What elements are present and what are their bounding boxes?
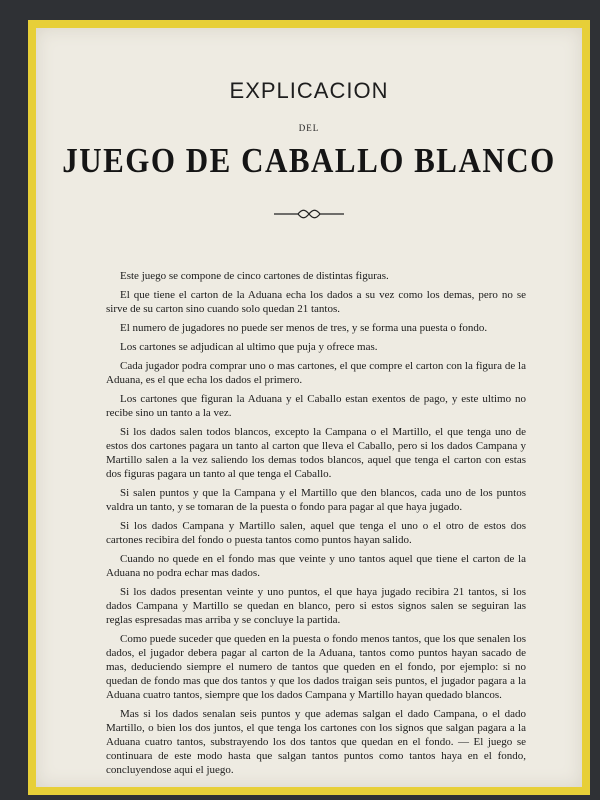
paragraph: Mas si los dados senalan seis puntos y que ademas salgan el dado Campana, o el dado Martillo, o bien los dos juntos, el que tenga los cartones con los signos que salgan pagara a la Aduana cuatro tantos, substrayendo los dos tantos que quedan en el fondo. — El juego se continuara de este modo hasta que salgan tantos puntos como tantos haya en el fondo, concluyendose aqui el juego. (106, 708, 526, 776)
paragraph: Los cartones se adjudican al ultimo que puja y ofrece mas. (120, 341, 378, 353)
ornament-divider-icon (272, 208, 346, 220)
paper-sheet (36, 28, 582, 787)
rules-card (28, 20, 590, 795)
paragraph: Cuando no quede en el fondo mas que veinte y uno tantos aquel que tiene el carton de la Aduana no podra echar mas dados. (106, 553, 526, 579)
title-explicacion: EXPLICACION (229, 78, 389, 103)
paragraph: Cada jugador podra comprar uno o mas cartones, el que compre el carton con la figura de la Aduana, es el que echa los dados el primero. (106, 360, 526, 386)
paragraph: Los cartones que figuran la Aduana y el Caballo estan exentos de pago, y este ultimo no recibe sino un tanto a la vez. (106, 393, 526, 419)
paragraph: Como puede suceder que queden en la puesta o fondo menos tantos, que los que senalen los dados, el jugador debera pagar al carton de la Aduana, tantos como puntos hayan sacado de mas, deduciendo siempre el numero de tantos que queden en el fondo, por ejemplo: si no quedan de fondo mas que dos tantos y que los dados traigan seis puntos, el jugador pagara a la Aduana cuatro tantos, siempre que los dados Campana y Martillo hayan quedado blancos. (106, 633, 526, 701)
paragraph: Si los dados salen todos blancos, excepto la Campana o el Martillo, el que tenga uno de estos dos cartones pagara un tanto al carton que lleva el Caballo, pero si los dados Campana y Martillo salen a la vez saliendo los demas todos blancos, aquel que tenga el carton con estas dos figuras pagara un tanto al que tenga el Caballo. (106, 426, 526, 480)
rules-text (106, 269, 526, 782)
paragraph: Este juego se compone de cinco cartones de distintas figuras. (120, 270, 389, 282)
paragraph: Si los dados Campana y Martillo salen, aquel que tenga el uno o el otro de estos dos cartones recibira del fondo o puesta tantos como puntos hayan salido. (106, 520, 526, 546)
title-juego: JUEGO DE CABALLO BLANCO (62, 140, 556, 181)
paragraph: Si los dados presentan veinte y uno puntos, el que haya jugado recibira 21 tantos, si los dados Campana y Martillo se quedan en blanco, pero si estos signos salen se seguiran las reglas espresadas mas arriba y se concluye la partida. (106, 586, 526, 626)
paragraph: Si salen puntos y que la Campana y el Martillo que den blancos, cada uno de los puntos valdra un tanto, y se tomaran de la puesta o fondo para pagar al que haya jugado. (106, 487, 526, 513)
paragraph: El numero de jugadores no puede ser menos de tres, y se forma una puesta o fondo. (120, 322, 488, 334)
title-del: DEL (298, 123, 320, 133)
paragraph: El que tiene el carton de la Aduana echa los dados a su vez como los demas, pero no se sirve de su carton sino cuando solo quedan 21 tantos. (106, 289, 526, 315)
